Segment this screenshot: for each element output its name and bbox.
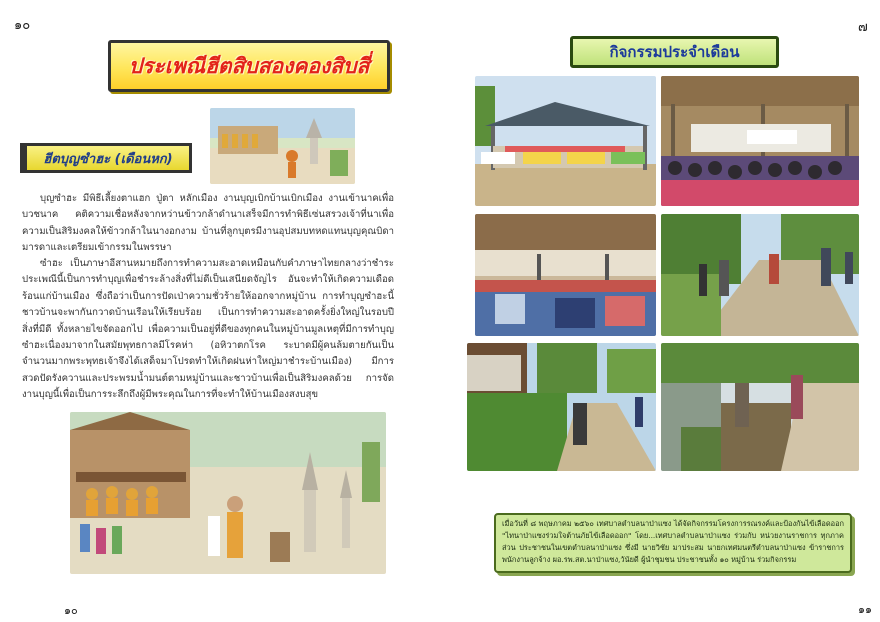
activity-header-label: กิจกรรมประจำเดือน	[609, 43, 740, 61]
activity-photo-2	[661, 76, 859, 206]
page-number-top-right: ๗	[858, 20, 868, 35]
page-number-bottom-left: ๑๐	[64, 604, 78, 617]
activity-photo-4	[661, 214, 859, 336]
page-number-top-left: ๑๐	[14, 18, 31, 33]
page-title: ประเพณีฮีตสิบสองคองสิบสี่	[128, 52, 370, 78]
mural-painting-small	[210, 108, 355, 184]
activity-caption	[494, 513, 852, 573]
activity-photo-5	[467, 343, 656, 471]
activity-photo-3	[475, 214, 656, 336]
page-number-bottom-right: ๑๑	[858, 603, 872, 616]
body-paragraph-2: ซำฮะ เป็นภาษาอีสานหมายถึงการทำความสะอาดเหมือนกับคำภาษาไทยกลางว่าชำระประเพณีนี้เป็นการทำบุญเพื่อชำระล้างสิ่งที่ไม่ดีเป็นเสนียดจัญไร อันจะทำให้เกิดความเดือดร้อนแก่บ้านเมือง ซึ่งถือว่าเป็นการปัดเป่าความชั่วร้ายให้ออกจากหมู่บ้าน การทำบุญซำฮะนี้ชาวบ้านจะพากันกวาดบ้านเรือนให้เรียบร้อย เป็นการทำความสะอาดครั้งยิ่งใหญ่ในรอบปี สิ่งที่มีดี ทั้งหลายไขจัดออกไป เพื่อความเป็นอยู่ที่ดีของทุกคนในหมู่บ้านมูลเหตุที่มีการทำบุญซำฮะเนื่องมาจากในสมัยพุทธกาลมีโรคห่า (อหิวาตกโรค ระบาดมีผู้คนล้มตายกันเป็นจำนวนมากพระพุทธเจ้าจึงได้เสด็จมาโปรดทำให้เกิดฝนห่าใหญ่มาชำระบ้านเมือง) มีการสวดปัดรังควานและประพรมน้ำมนต์ตามหมู่บ้านและชาวบ้านเพื่อเป็นสิริมงคลด้วย การจัดงานบุญนี้เพื่อเป็นการระลึกถึงผู้มีพระคุณในการที่จะทำให้บ้านเมืองสงบสุข	[22, 258, 394, 401]
activity-caption-text: เมื่อวันที่ ๘ พฤษภาคม ๒๕๖๐ เทศบาลตำบลนาป่าแซง ได้จัดกิจกรรมโครงการรณรงค์และป้องกันไข้เลือดออก "ไทนาป่าแซงร่วมใจต้านภัยไข้เลือดออก" โดย...เทศบาลตำบลนาป่าแซง ร่วมกับ หน่วยงานราชการ ทุกภาคส่วน ประชาชนในเขตตำบลนาป่าแซง ซึ่งมี นายวิชัย มาประสม นายกเทศมนตรีตำบลนาป่าแซง ข้าราชการ พนักงานลูกจ้าง ผอ.รพ.สต.นาป่าแซง,วันัยดี ผู้นำชุมชน ประชาชนทั้ง ๑๐ หมู่บ้าน ร่วมกิจกรรม	[502, 519, 844, 564]
activity-header	[570, 36, 779, 68]
body-paragraph-1: บุญซำฮะ มีพิธีเลี้ยงตาแฮก ปู่ตา หลักเมือง งานบุญเบิกบ้านเบิกเมือง งานเข้านาคเพื่อบวชนาค คติความเชื่อหลังจากหว่านข้าวกล้าดำนาเสร็จมีการทำพิธีเซ่นสรวงเจ้าที่นาเพื่อความเป็นสิริมงคลให้ข้าวกล้าในนางอกงาม บ้านที่ลูกบุตรมีงานอุปสมบทหดแทนบุญคุณบิดามารดาและเตรียมเข้ากรรมในพรรษา	[22, 193, 394, 254]
section-tag	[20, 143, 192, 173]
activity-photo-1	[475, 76, 656, 206]
section-tag-label: ฮีตบุญซำฮะ (เดือนหก)	[43, 151, 173, 167]
mural-painting-large	[70, 412, 386, 574]
page-title-banner	[108, 40, 390, 92]
activity-photo-6	[661, 343, 859, 471]
